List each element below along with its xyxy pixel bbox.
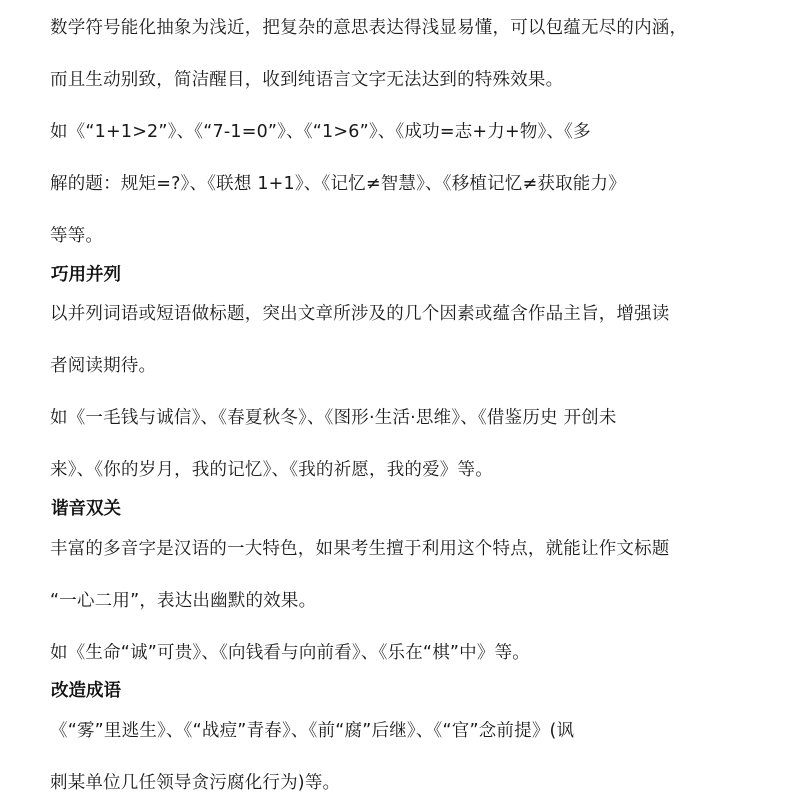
math-paragraph-line: 而且生动别致，简洁醒目，收到纯语言文字无法达到的特殊效果。 — [50, 70, 564, 90]
section-heading-idiom: 改造成语 — [51, 681, 121, 701]
section-heading-homophone: 谐音双关 — [51, 499, 121, 519]
idiom-examples-line: 《“雾”里逃生》、《“战痘”青春》、《前“腐”后继》、《“官”念前提》(讽 — [50, 721, 575, 741]
parallel-paragraph-line: 以并列词语或短语做标题，突出文章所涉及的几个因素或蕴含作品主旨，增强读 — [50, 304, 670, 324]
math-examples-line: 解的题：规矩=?》、《联想 1+1》、《记忆≠智慧》、《移植记忆≠获取能力》 — [50, 174, 626, 194]
parallel-examples-line: 如《一毛钱与诚信》、《春夏秋冬》、《图形·生活·思维》、《借鉴历史 开创未 — [50, 408, 617, 428]
parallel-paragraph-line: 者阅读期待。 — [50, 356, 157, 376]
section-heading-parallel: 巧用并列 — [51, 265, 121, 285]
parallel-examples-line: 来》、《你的岁月，我的记忆》、《我的祈愿，我的爱》等。 — [50, 460, 493, 480]
math-examples-line: 如《“1+1>2”》、《“7-1=0”》、《“1>6”》、《成功=志+力+物》、《多 — [50, 122, 591, 142]
math-paragraph-line: 数学符号能化抽象为浅近，把复杂的意思表达得浅显易懂，可以包蕴无尽的内涵， — [50, 18, 688, 38]
homophone-examples-line: 如《生命“诚”可贵》、《向钱看与向前看》、《乐在“棋”中》等。 — [50, 643, 530, 663]
homophone-paragraph-line: “一心二用”，表达出幽默的效果。 — [50, 591, 317, 611]
homophone-paragraph-line: 丰富的多音字是汉语的一大特色，如果考生擅于利用这个特点，就能让作文标题 — [50, 539, 670, 559]
math-examples-line: 等等。 — [50, 226, 104, 246]
idiom-examples-line: 刺某单位几任领导贪污腐化行为)等。 — [50, 773, 341, 793]
